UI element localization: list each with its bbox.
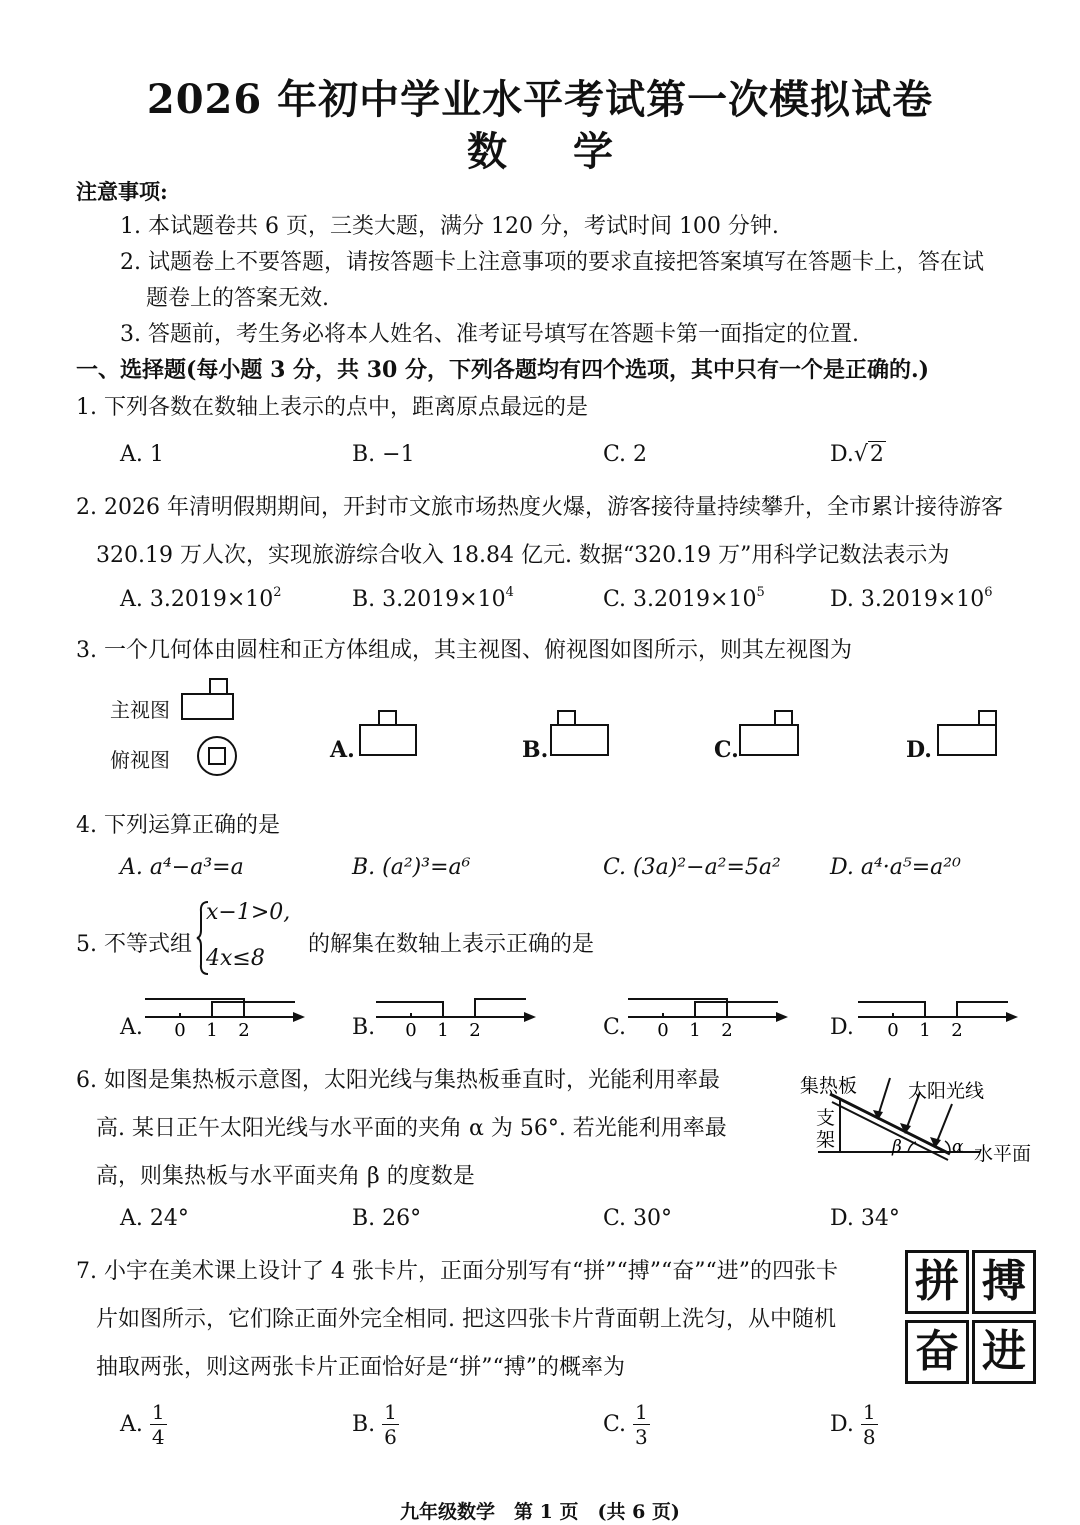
q5-number-line-a: [145, 992, 315, 1042]
q5-number-line-c: [628, 992, 798, 1042]
q5-option-b-label: B.: [352, 1015, 376, 1040]
label-sun-ray: 太阳光线: [908, 1080, 985, 1102]
q2-b-exp: 4: [505, 585, 514, 600]
card-pin: 拼: [905, 1250, 969, 1314]
axis-arrow: [293, 1012, 305, 1022]
q1-option-d-prefix: D.: [830, 442, 854, 467]
label-beta: β: [892, 1137, 902, 1157]
bracket-gt-1: [212, 1002, 295, 1017]
q3-option-a-label: A.: [330, 737, 355, 763]
q7-option-d: [830, 1400, 878, 1449]
exam-title: 2026 年初中学业水平考试第一次模拟试卷: [146, 76, 934, 123]
q7-option-b: [352, 1400, 399, 1449]
q6-option-b: B. 26°: [352, 1206, 422, 1231]
q5-number-line-b: [376, 992, 546, 1042]
tick-label-0: 0: [657, 1020, 669, 1041]
q7-line3: 抽取两张，则这两张卡片正面恰好是“拼”“搏”的概率为: [96, 1355, 625, 1380]
q7-a-denominator: 4: [151, 1425, 165, 1449]
q3-front-view-label: 主视图: [110, 698, 170, 722]
q7-option-c: [603, 1400, 650, 1449]
q3-option-c-label: C.: [714, 737, 739, 763]
q6-line1: 6. 如图是集热板示意图，太阳光线与集热板垂直时，光能利用率最: [76, 1068, 720, 1093]
tick-label-0: 0: [174, 1020, 186, 1041]
q3-given-views: [180, 676, 250, 776]
notes-heading: 注意事项:: [76, 179, 168, 204]
q5-suffix: 的解集在数轴上表示正确的是: [308, 932, 595, 957]
q6-option-a: A. 24°: [120, 1206, 189, 1231]
tick-label-2: 2: [951, 1020, 963, 1041]
bracket-left: [376, 1002, 443, 1017]
q7-line1: 7. 小宇在美术课上设计了 4 张卡片，正面分别写有“拼”“搏”“奋”“进”的四张卡: [76, 1259, 838, 1284]
q2-b-base: B. 3.2019×10: [352, 587, 506, 612]
q2-option-a: [120, 585, 282, 612]
q2-a-base: A. 3.2019×10: [120, 587, 274, 612]
q7-c-prefix: C.: [603, 1412, 627, 1437]
q7-a-numerator: 1: [151, 1400, 165, 1424]
front-view-top: [210, 679, 227, 694]
q2-a-exp: 2: [273, 585, 282, 600]
bracket-right: [475, 999, 526, 1017]
q3-option-c-figure: [738, 708, 802, 758]
note-item-1: 1. 本试题卷共 6 页，三类大题，满分 120 分，考试时间 100 分钟.: [120, 214, 779, 239]
q7-c-numerator: 1: [635, 1400, 648, 1424]
subject-title: 数 学: [467, 128, 639, 175]
tick-label-1: 1: [919, 1020, 931, 1041]
q6-solar-panel-diagram: [800, 1070, 1040, 1170]
q1-option-d: [830, 442, 886, 467]
q4-option-c: C. (3a)²−a²=5a²: [603, 855, 781, 880]
q7-d-prefix: D.: [830, 1412, 854, 1437]
q1-option-a: A. 1: [120, 442, 164, 467]
q2-c-base: C. 3.2019×10: [603, 587, 757, 612]
tick-label-2: 2: [721, 1020, 733, 1041]
q7-b-denominator: 6: [384, 1425, 397, 1449]
q6-line2: 高. 某日正午太阳光线与水平面的夹角 α 为 56°. 若光能利用率最: [96, 1116, 727, 1141]
card-fen: 奋: [905, 1320, 969, 1384]
tick-label-2: 2: [469, 1020, 481, 1041]
bracket-gt-1: [695, 1002, 778, 1017]
q1-stem: 1. 下列各数在数轴上表示的点中，距离原点最远的是: [76, 395, 588, 420]
q7-line2: 片如图所示，它们除正面外完全相同. 把这四张卡片背面朝上洗匀，从中随机: [96, 1307, 836, 1332]
q4-option-b: B. (a²)³=a⁶: [352, 855, 471, 880]
tick-label-1: 1: [206, 1020, 218, 1041]
bracket-right: [957, 1002, 1008, 1017]
page-footer: 九年级数学 第 1 页 (共 6 页): [400, 1501, 680, 1523]
q1-option-d-radicand: 2: [869, 442, 884, 467]
q5-option-a-label: A.: [120, 1015, 143, 1040]
top-view-square: [209, 748, 225, 764]
tick-label-0: 0: [887, 1020, 899, 1041]
q6-line3: 高，则集热板与水平面夹角 β 的度数是: [96, 1164, 475, 1189]
q1-option-b: B. −1: [352, 442, 415, 467]
q7-b-prefix: B.: [352, 1412, 376, 1437]
label-panel: 集热板: [800, 1075, 858, 1097]
sun-ray-1: [878, 1078, 890, 1116]
q2-d-exp: 6: [984, 585, 993, 600]
q5-number-line-d: [858, 992, 1028, 1042]
card-jin: 进: [972, 1320, 1036, 1384]
q7-d-denominator: 8: [862, 1425, 876, 1449]
tick-label-2: 2: [238, 1020, 250, 1041]
q5-option-d-label: D.: [830, 1015, 854, 1040]
top-view-circle: [198, 737, 236, 775]
note-item-3: 3. 答题前，考生务必将本人姓名、准考证号填写在答题卡第一面指定的位置.: [120, 322, 859, 347]
q7-b-numerator: 1: [384, 1400, 397, 1424]
q3-option-b-figure: [549, 708, 611, 758]
q3-option-d-figure: [936, 708, 1000, 758]
section-heading: 一、选择题(每小题 3 分，共 30 分，下列各题均有四个选项，其中只有一个是正确的.): [76, 357, 930, 383]
axis-arrow: [524, 1012, 536, 1022]
panel-line: [830, 1094, 950, 1154]
q3-option-d-label: D.: [906, 737, 932, 763]
q4-stem: 4. 下列运算正确的是: [76, 813, 280, 838]
note-item-2-cont: 题卷上的答案无效.: [146, 286, 329, 311]
label-support-1: 支: [816, 1107, 836, 1129]
axis-arrow: [776, 1012, 788, 1022]
q7-c-denominator: 3: [635, 1425, 648, 1449]
q3-option-b-label: B.: [522, 737, 549, 763]
front-view-body: [182, 694, 233, 719]
label-alpha: α: [952, 1137, 964, 1157]
q2-d-base: D. 3.2019×10: [830, 587, 985, 612]
q5-inequality-1: x−1>0,: [206, 900, 291, 925]
q1-option-c: C. 2: [603, 442, 648, 467]
q2-c-exp: 5: [756, 585, 765, 600]
tick-label-0: 0: [405, 1020, 417, 1041]
q2-option-c: [603, 585, 765, 612]
q2-line2: 320.19 万人次，实现旅游综合收入 18.84 亿元. 数据“320.19 万”用科学记数法表示为: [96, 543, 950, 568]
q3-top-view-label: 俯视图: [110, 748, 170, 772]
q3-stem: 3. 一个几何体由圆柱和正方体组成，其主视图、俯视图如图所示，则其左视图为: [76, 638, 852, 663]
bracket-left: [858, 1002, 925, 1017]
label-support-2: 架: [816, 1129, 836, 1151]
sqrt-symbol: √: [853, 442, 868, 467]
card-bo: 搏: [972, 1250, 1036, 1314]
q2-option-d: [830, 585, 993, 612]
sun-ray-3: [936, 1104, 952, 1144]
q4-option-a: A. a⁴−a³=a: [120, 855, 244, 880]
q6-option-c: C. 30°: [603, 1206, 673, 1231]
q7-option-a: [120, 1400, 167, 1449]
axis-arrow: [1006, 1012, 1018, 1022]
q6-option-d: D. 34°: [830, 1206, 900, 1231]
q2-option-b: [352, 585, 514, 612]
tick-label-1: 1: [437, 1020, 449, 1041]
q5-prefix: 5. 不等式组: [76, 932, 192, 957]
q5-inequality-2: 4x≤8: [206, 946, 265, 971]
q4-option-d: D. a⁴·a⁵=a²⁰: [830, 855, 961, 880]
q7-a-prefix: A.: [120, 1412, 143, 1437]
tick-label-1: 1: [689, 1020, 701, 1041]
label-horizontal: 水平面: [974, 1143, 1032, 1165]
q2-line1: 2. 2026 年清明假期期间，开封市文旅市场热度火爆，游客接待量持续攀升，全市累计接待游客: [76, 495, 1003, 520]
q3-option-a-figure: [358, 708, 420, 758]
q7-d-numerator: 1: [862, 1400, 876, 1424]
note-item-2: 2. 试题卷上不要答题，请按答题卡上注意事项的要求直接把答案填写在答题卡上，答在试: [120, 250, 984, 275]
q5-option-c-label: C.: [603, 1015, 627, 1040]
